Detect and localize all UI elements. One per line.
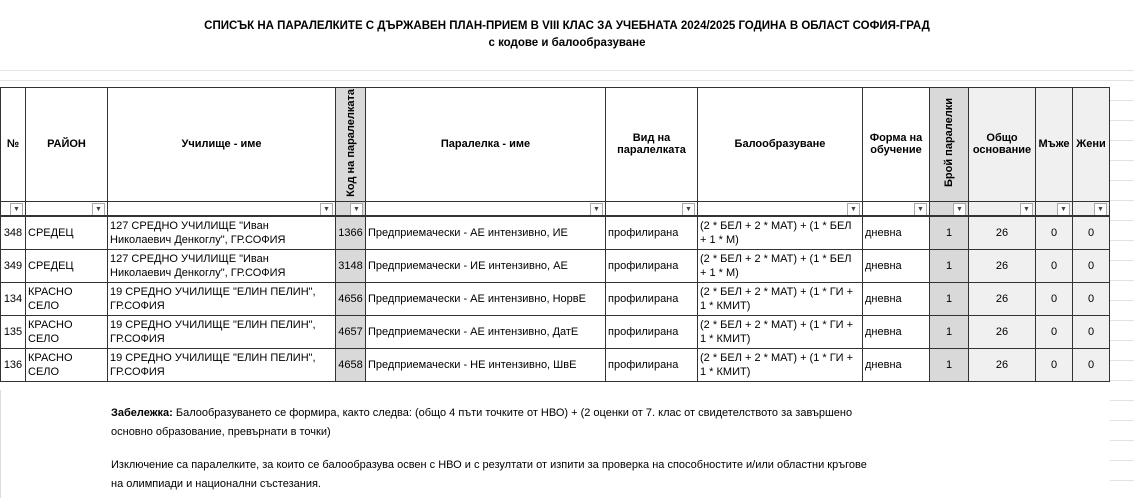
filter-dropdown-icon[interactable]: ▼	[1094, 203, 1107, 216]
title-block	[0, 18, 1134, 64]
column-header-label: Общо основание	[972, 132, 1032, 157]
column-header	[969, 88, 1036, 202]
filter-dropdown-icon[interactable]: ▼	[914, 203, 927, 216]
table-cell[interactable]: 136	[1, 348, 26, 381]
filter-cell	[606, 201, 698, 216]
filter-cell	[698, 201, 863, 216]
table-cell[interactable]: 1	[930, 249, 969, 282]
table-cell[interactable]: 4658	[336, 348, 366, 381]
filter-cell	[26, 201, 108, 216]
column-header	[930, 88, 969, 202]
table-cell[interactable]: 26	[969, 315, 1036, 348]
table-cell[interactable]: 19 СРЕДНО УЧИЛИЩЕ "ЕЛИН ПЕЛИН", ГР.СОФИЯ	[108, 315, 336, 348]
column-header-label: Училище - име	[181, 138, 262, 151]
column-header	[108, 88, 336, 202]
table-cell[interactable]: 26	[969, 249, 1036, 282]
table-cell[interactable]: 26	[969, 216, 1036, 250]
table-cell[interactable]: 0	[1073, 282, 1110, 315]
filter-row	[1, 201, 1110, 216]
table-cell[interactable]: 0	[1073, 249, 1110, 282]
note-label: Забележка:	[111, 407, 173, 419]
table-cell[interactable]: 0	[1036, 348, 1073, 381]
header-row	[1, 88, 1110, 202]
table-cell[interactable]: Предприемачески - ИЕ интензивно, АЕ	[366, 249, 606, 282]
filter-cell	[1073, 201, 1110, 216]
table-cell[interactable]: 1	[930, 315, 969, 348]
table-cell[interactable]: Предприемачески - АЕ интензивно, НорвЕ	[366, 282, 606, 315]
table-cell[interactable]: (2 * БЕЛ + 2 * МАТ) + (1 * ГИ + 1 * КМИТ)	[698, 348, 863, 381]
table-cell[interactable]: КРАСНО СЕЛО	[26, 282, 108, 315]
table-cell[interactable]: дневна	[863, 348, 930, 381]
column-header-label: Форма на обучение	[869, 132, 923, 157]
table-cell[interactable]: (2 * БЕЛ + 2 * МАТ) + (1 * БЕЛ + 1 * М)	[698, 249, 863, 282]
table-cell[interactable]: профилирана	[606, 315, 698, 348]
table-cell[interactable]: дневна	[863, 249, 930, 282]
column-header-label: №	[6, 138, 20, 151]
table-cell[interactable]: 0	[1036, 315, 1073, 348]
table-cell[interactable]: 26	[969, 282, 1036, 315]
filter-cell	[969, 201, 1036, 216]
filter-cell	[1036, 201, 1073, 216]
filter-dropdown-icon[interactable]: ▼	[1020, 203, 1033, 216]
table-cell[interactable]: дневна	[863, 216, 930, 250]
column-header-label: Жени	[1076, 138, 1106, 151]
table-cell[interactable]: (2 * БЕЛ + 2 * МАТ) + (1 * ГИ + 1 * КМИТ)	[698, 315, 863, 348]
table-row	[1, 348, 1110, 381]
column-header-label: РАЙОН	[47, 138, 86, 151]
table-cell[interactable]: 134	[1, 282, 26, 315]
column-header	[606, 88, 698, 202]
table-cell[interactable]: Предприемачески - НЕ интензивно, ШвЕ	[366, 348, 606, 381]
column-header-label: Код на паралелката	[344, 89, 357, 197]
table-row	[1, 282, 1110, 315]
table-cell[interactable]: дневна	[863, 315, 930, 348]
table-cell[interactable]: 1	[930, 282, 969, 315]
filter-dropdown-icon[interactable]: ▼	[92, 203, 105, 216]
table-cell[interactable]: 1366	[336, 216, 366, 250]
table-cell[interactable]: КРАСНО СЕЛО	[26, 315, 108, 348]
table-cell[interactable]: 0	[1073, 216, 1110, 250]
table-row	[1, 315, 1110, 348]
table-cell[interactable]: 127 СРЕДНО УЧИЛИЩЕ "Иван Николаевич Денкоглу", ГР.СОФИЯ	[108, 249, 336, 282]
page-title: СПИСЪК НА ПАРАЛЕЛКИТЕ С ДЪРЖАВЕН ПЛАН-ПРИЕМ В VIII КЛАС ЗА УЧЕБНАТА 2024/2025 ГОДИНА В ОБЛАСТ СОФИЯ-ГРАД	[204, 20, 930, 32]
table-cell[interactable]: 4656	[336, 282, 366, 315]
column-header-label: Мъже	[1038, 138, 1070, 151]
column-header	[1036, 88, 1073, 202]
table-cell[interactable]: СРЕДЕЦ	[26, 216, 108, 250]
table-cell[interactable]: 19 СРЕДНО УЧИЛИЩЕ "ЕЛИН ПЕЛИН", ГР.СОФИЯ	[108, 282, 336, 315]
column-header	[366, 88, 606, 202]
table-cell[interactable]: профилирана	[606, 216, 698, 250]
filter-active-icon[interactable]: ▼	[590, 203, 603, 216]
filter-cell	[930, 201, 969, 216]
table-row	[1, 249, 1110, 282]
column-header	[698, 88, 863, 202]
table-cell[interactable]: дневна	[863, 282, 930, 315]
column-header	[1, 88, 26, 202]
table-cell[interactable]: СРЕДЕЦ	[26, 249, 108, 282]
table-cell[interactable]: (2 * БЕЛ + 2 * МАТ) + (1 * БЕЛ + 1 * М)	[698, 216, 863, 250]
table-cell[interactable]: профилирана	[606, 348, 698, 381]
filter-cell	[108, 201, 336, 216]
table-cell[interactable]: 19 СРЕДНО УЧИЛИЩЕ "ЕЛИН ПЕЛИН", ГР.СОФИЯ	[108, 348, 336, 381]
table-cell[interactable]: 1	[930, 216, 969, 250]
table-cell[interactable]: 4657	[336, 315, 366, 348]
table-cell[interactable]: 3148	[336, 249, 366, 282]
column-header-label: Балообразуване	[734, 138, 826, 151]
note-text: Балообразуването се формира, както следва: (общо 4 пъти точките от НВО) + (2 оценки от 7. клас от свидетелството за завършено основно образование, превърнати в точки)	[111, 407, 853, 438]
table-row	[1, 216, 1110, 250]
notes-area	[0, 390, 1110, 498]
page-subtitle: с кодове и балообразуване	[488, 37, 646, 49]
table-cell[interactable]: 349	[1, 249, 26, 282]
table-cell[interactable]: 0	[1036, 249, 1073, 282]
table-cell[interactable]: (2 * БЕЛ + 2 * МАТ) + (1 * ГИ + 1 * КМИТ)	[698, 282, 863, 315]
table-cell[interactable]: 0	[1036, 216, 1073, 250]
column-header	[1073, 88, 1110, 202]
table-cell[interactable]: Предприемачески - АЕ интензивно, ИЕ	[366, 216, 606, 250]
filter-cell	[863, 201, 930, 216]
filter-cell	[336, 201, 366, 216]
table-cell[interactable]: 127 СРЕДНО УЧИЛИЩЕ "Иван Николаевич Денкоглу", ГР.СОФИЯ	[108, 216, 336, 250]
table-cell[interactable]: Предприемачески - АЕ интензивно, ДатЕ	[366, 315, 606, 348]
note	[111, 404, 871, 442]
filter-dropdown-icon[interactable]: ▼	[953, 203, 966, 216]
column-header-label: Брой паралелки	[943, 98, 955, 188]
table-cell[interactable]: 0	[1073, 315, 1110, 348]
column-header-label: Паралелка - име	[440, 138, 531, 151]
filter-dropdown-icon[interactable]: ▼	[350, 203, 363, 216]
table-cell[interactable]: 26	[969, 348, 1036, 381]
table-cell[interactable]: 1	[930, 348, 969, 381]
column-header	[863, 88, 930, 202]
filter-cell	[366, 201, 606, 216]
table-cell[interactable]: 0	[1036, 282, 1073, 315]
column-header	[336, 88, 366, 202]
table-cell[interactable]: профилирана	[606, 249, 698, 282]
spreadsheet-table	[0, 87, 1110, 382]
exception-note: Изключение са паралелките, за които се балообразува освен с НВО и с резултати от изпити за проверка на способностите и/или областни кръгове на олимпиади и национални състезания.	[111, 459, 867, 490]
table-cell[interactable]: КРАСНО СЕЛО	[26, 348, 108, 381]
filter-dropdown-icon[interactable]: ▼	[682, 203, 695, 216]
table-cell[interactable]: 135	[1, 315, 26, 348]
filter-dropdown-icon[interactable]: ▼	[1057, 203, 1070, 216]
filter-dropdown-icon[interactable]: ▼	[10, 203, 23, 216]
filter-dropdown-icon[interactable]: ▼	[847, 203, 860, 216]
table-cell[interactable]: профилирана	[606, 282, 698, 315]
column-header-label: Вид на паралелката	[617, 132, 686, 157]
filter-cell	[1, 201, 26, 216]
filter-active-icon[interactable]: ▼	[320, 203, 333, 216]
column-header	[26, 88, 108, 202]
table-cell[interactable]: 348	[1, 216, 26, 250]
table-cell[interactable]: 0	[1073, 348, 1110, 381]
